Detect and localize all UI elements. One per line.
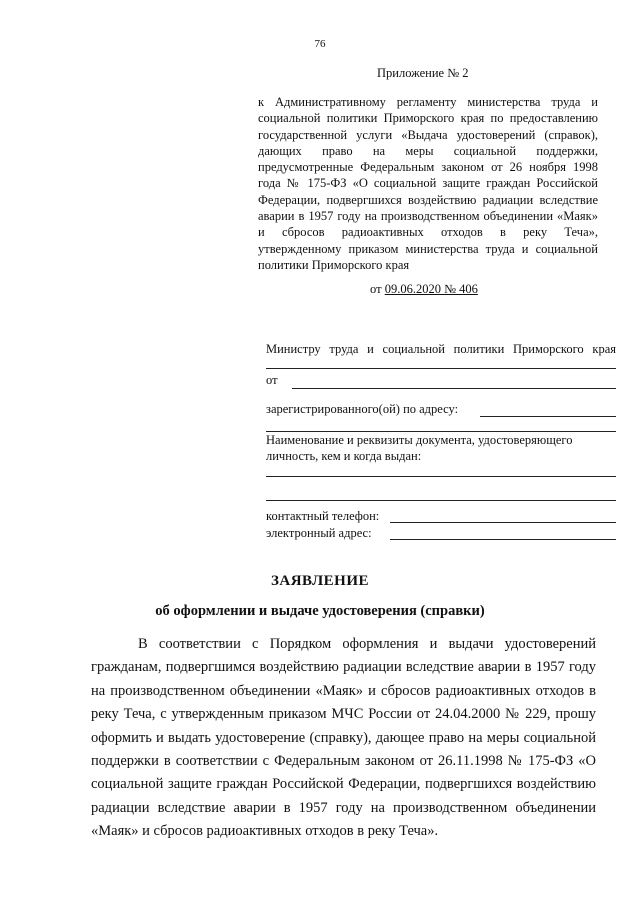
address-label: зарегистрированного(ой) по адресу:	[266, 402, 459, 416]
email-label: электронный адрес:	[266, 526, 372, 540]
appendix-text: к Административному регламенту министерства труда и социальной политики Приморского края по предоставлению государственной услуги «Выдача удостоверений (справок), дающих право на меры социальной поддержки, предусмотренные Федеральным законом от 26 ноября 1998 года № 175-ФЗ «О социальной защите граждан Российской Федерации, подвергшихся воздействию радиации вследствие аварии в 1957 году на производственном объединении «Маяк» и сбросов радиоактивных отходов в реку Теча», утвержденному приказом министерства труда и социальной политики Приморского края	[258, 95, 598, 272]
phone-field-line[interactable]	[390, 522, 616, 523]
statement-subtitle: об оформлении и выдаче удостоверения (справки)	[155, 603, 485, 619]
email-field-line[interactable]	[390, 539, 616, 540]
order-reference: 09.06.2020 № 406	[384, 282, 478, 296]
address-field-line[interactable]	[480, 416, 616, 417]
phone-label: контактный телефон:	[266, 509, 380, 523]
id-document-field-line-2[interactable]	[266, 500, 616, 501]
addressee-underline	[266, 368, 616, 369]
page-number: 76	[314, 38, 326, 50]
from-label: от	[266, 373, 278, 387]
order-prefix: от	[370, 282, 385, 296]
id-document-field-line[interactable]	[266, 476, 616, 477]
id-document-label: Наименование и реквизиты документа, удостоверяющего личность, кем и когда выдан:	[266, 433, 573, 463]
order-line	[370, 282, 478, 297]
statement-body: В соответствии с Порядком оформления и выдачи удостоверений гражданам, подвергшимся воздействию радиации вследствие аварии в 1957 году на производственном объединении «Маяк» и сбросов радиоактивных отходов в реку Теча, с утвержденным приказом МЧС России от 24.04.2000 № 229, прошу оформить и выдать удостоверение (справку), дающее право на меры социальной поддержки в соответствии с Федеральным законом от 26.11.1998 № 175-ФЗ «О социальной защите граждан Российской Федерации, подвергшихся воздействию радиации вследствие аварии в 1957 году на производственном объединении «Маяк» и сбросов радиоактивных отходов в реку Теча».	[91, 636, 596, 840]
addressee: Министру труда и социальной политики Приморского края	[266, 342, 616, 356]
appendix-title: Приложение № 2	[377, 66, 469, 80]
statement-title: ЗАЯВЛЕНИЕ	[270, 573, 370, 589]
from-field-line[interactable]	[292, 388, 616, 389]
